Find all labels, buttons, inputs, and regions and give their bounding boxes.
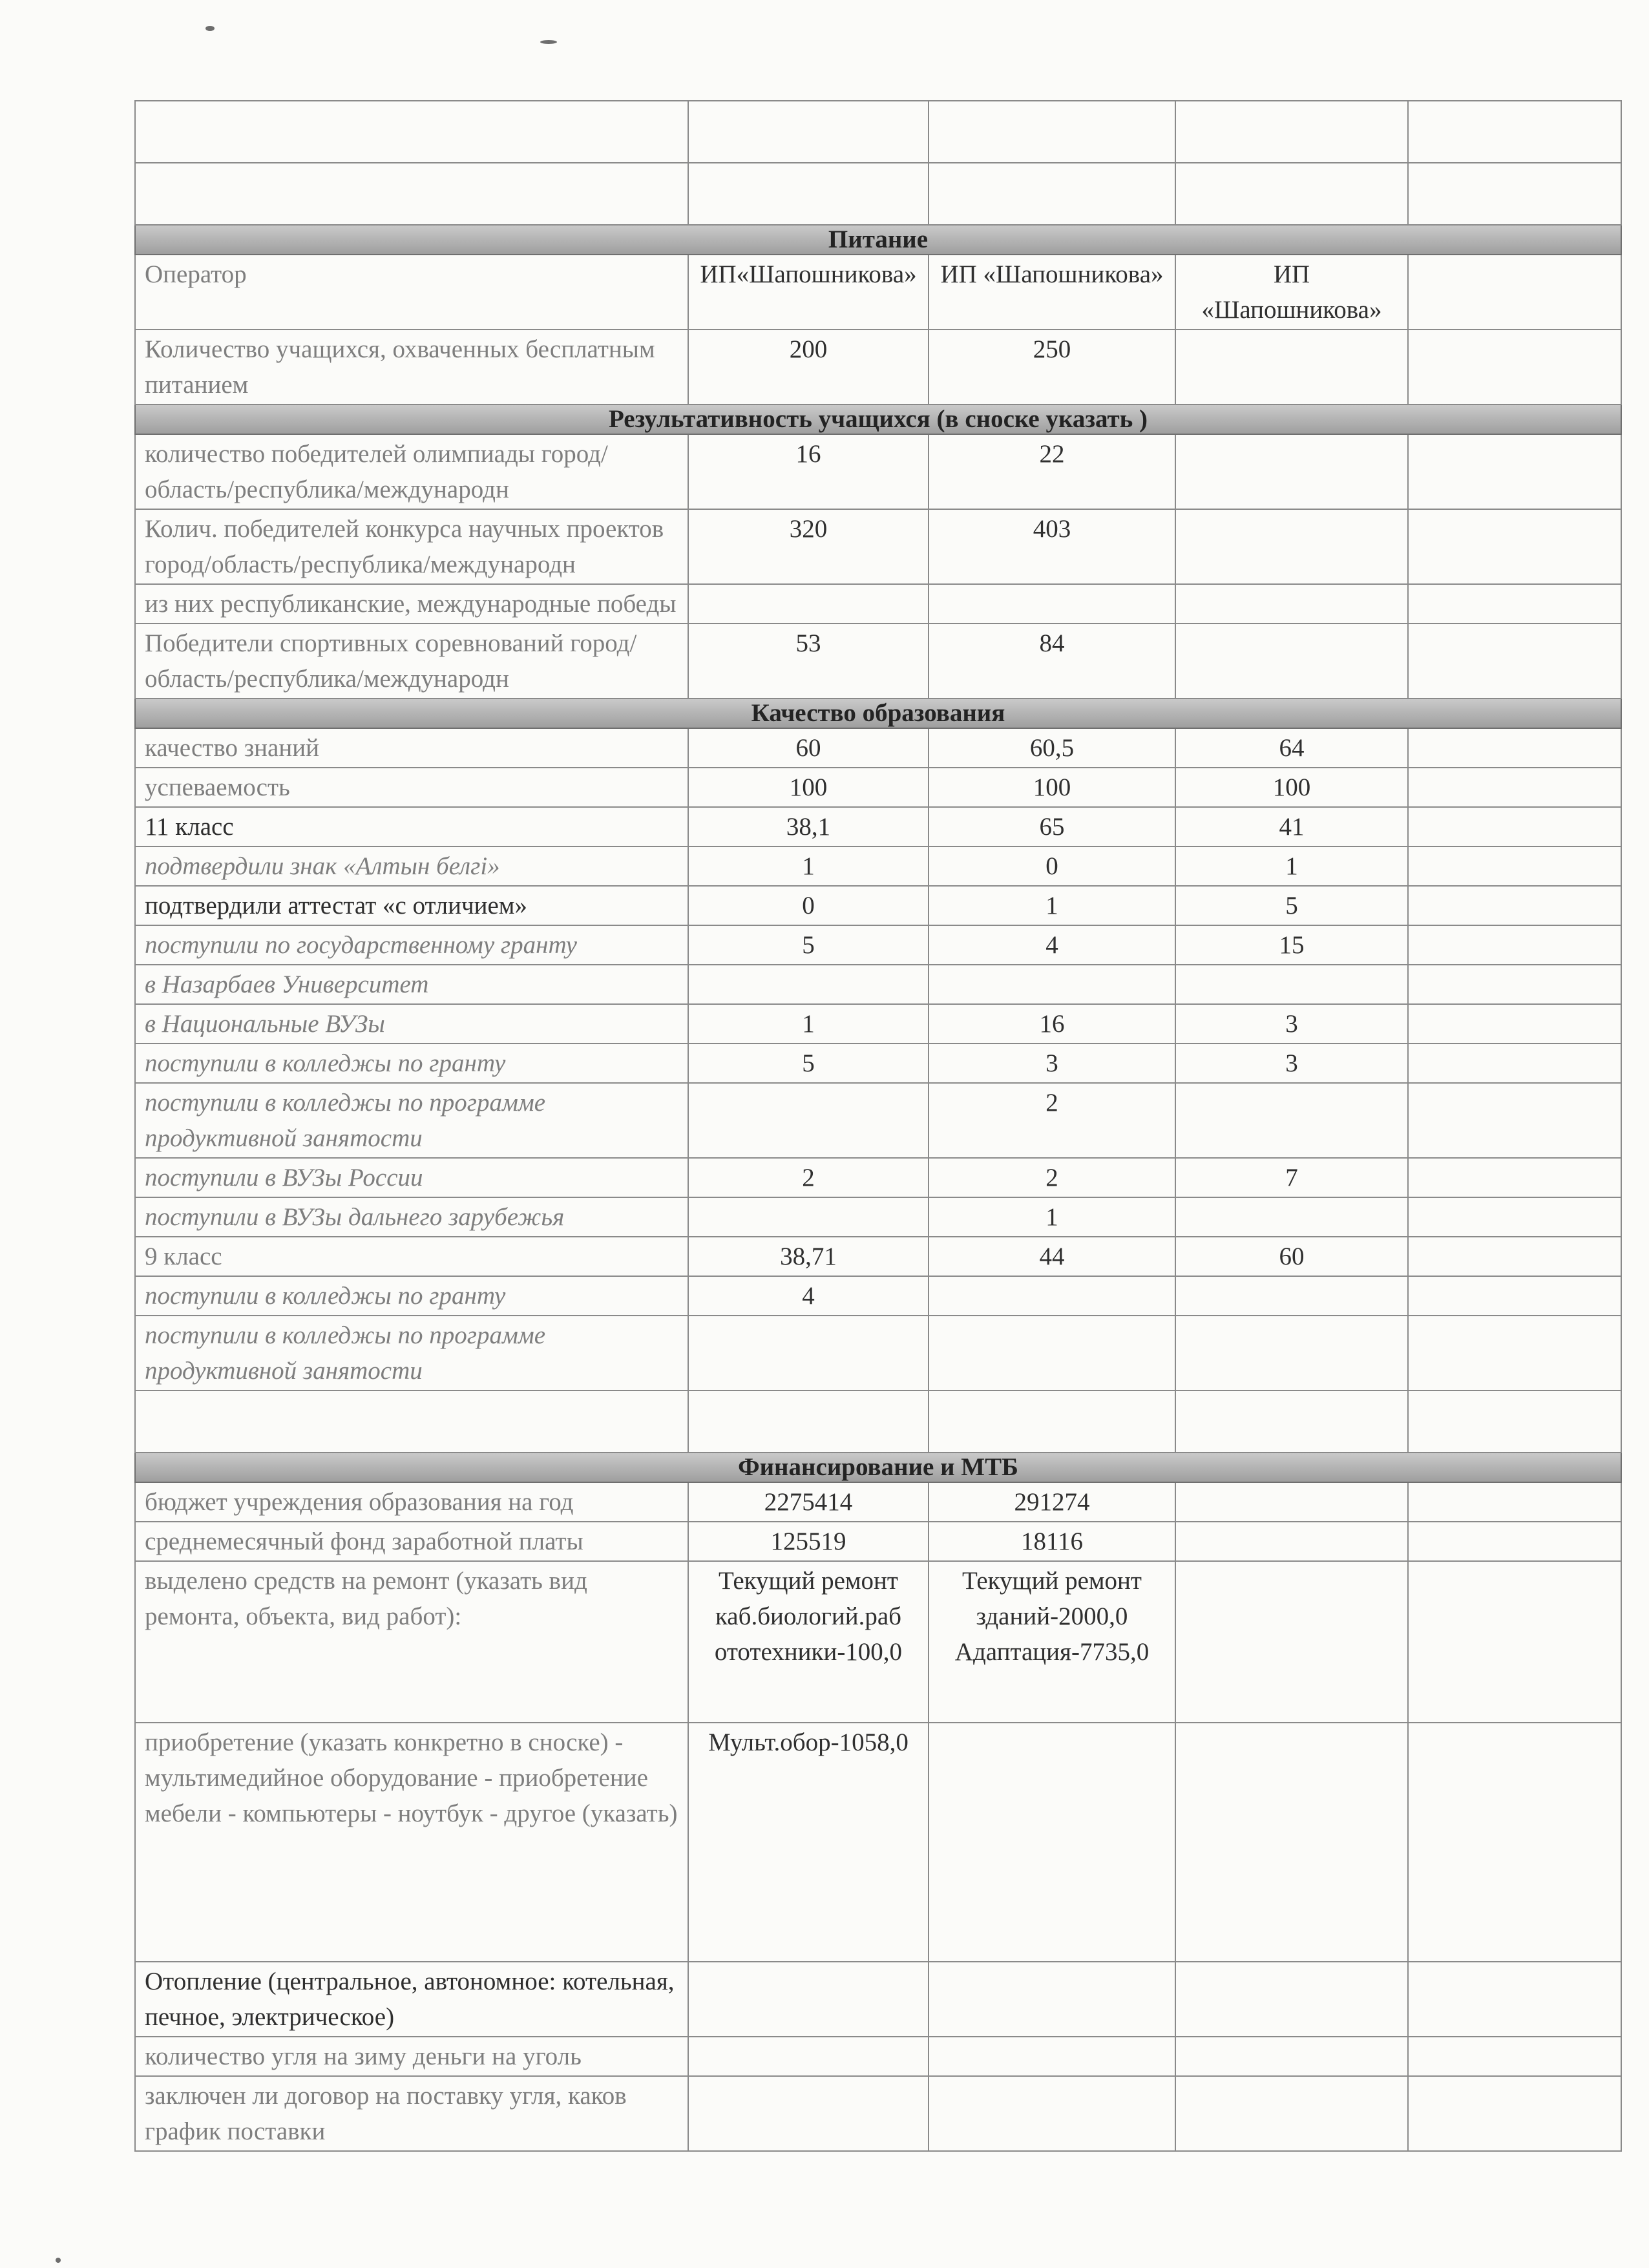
section-title: Питание bbox=[135, 225, 1621, 255]
row-label: поступили в ВУЗы дальнего зарубежья bbox=[135, 1197, 688, 1237]
row-label: бюджет учреждения образования на год bbox=[135, 1482, 688, 1522]
scan-speck bbox=[540, 40, 557, 44]
row-label: 11 класс bbox=[135, 807, 688, 846]
cell-value bbox=[1175, 1083, 1408, 1158]
cell-value: 5 bbox=[1175, 886, 1408, 925]
section-title: Качество образования bbox=[135, 698, 1621, 728]
cell-value bbox=[1175, 1561, 1408, 1723]
cell-value: 18116 bbox=[929, 1522, 1175, 1561]
row-label: подтвердили аттестат «с отличием» bbox=[135, 886, 688, 925]
report-table bbox=[134, 100, 1622, 2152]
table-row bbox=[135, 330, 1621, 404]
table-row bbox=[135, 768, 1621, 807]
table-row bbox=[135, 1723, 1621, 1962]
cell-value: 250 bbox=[929, 330, 1175, 404]
table-row bbox=[135, 1316, 1621, 1391]
cell-value bbox=[1175, 1482, 1408, 1522]
row-label: в Национальные ВУЗы bbox=[135, 1004, 688, 1044]
section-title: Финансирование и МТБ bbox=[135, 1453, 1621, 1482]
row-label: приобретение (указать конкретно в сноске) - мультимедийное оборудование - приобретение мебели - компьютеры - ноутбук - другое (указать) bbox=[135, 1723, 688, 1962]
cell-value: ИП «Шапошникова» bbox=[929, 255, 1175, 330]
cell-value: 1 bbox=[688, 1004, 929, 1044]
table-row bbox=[135, 509, 1621, 584]
cell-value: 15 bbox=[1175, 925, 1408, 965]
cell-value: 60,5 bbox=[929, 728, 1175, 768]
section-title: Результативность учащихся (в сноске указать ) bbox=[135, 404, 1621, 434]
row-label: поступили в колледжы по гранту bbox=[135, 1276, 688, 1316]
row-label: выделено средств на ремонт (указать вид ремонта, объекта, вид работ): bbox=[135, 1561, 688, 1723]
row-label: Колич. победителей конкурса научных проектов город/область/республика/международн bbox=[135, 509, 688, 584]
cell-value: 44 bbox=[929, 1237, 1175, 1276]
cell-value: 1 bbox=[929, 886, 1175, 925]
cell-value bbox=[929, 1276, 1175, 1316]
cell-value: 100 bbox=[688, 768, 929, 807]
cell-value: 100 bbox=[1175, 768, 1408, 807]
cell-value: 7 bbox=[1175, 1158, 1408, 1197]
cell-value bbox=[1175, 1276, 1408, 1316]
section-header-quality bbox=[135, 698, 1621, 728]
cell-value bbox=[929, 1316, 1175, 1391]
table-row bbox=[135, 1083, 1621, 1158]
cell-value: 125519 bbox=[688, 1522, 929, 1561]
cell-value: 84 bbox=[929, 624, 1175, 698]
cell-value: 64 bbox=[1175, 728, 1408, 768]
cell-value bbox=[688, 1083, 929, 1158]
cell-value bbox=[1175, 1522, 1408, 1561]
cell-value bbox=[929, 965, 1175, 1004]
cell-value: 38,1 bbox=[688, 807, 929, 846]
table-row bbox=[135, 1197, 1621, 1237]
table-row bbox=[135, 434, 1621, 509]
table-row bbox=[135, 846, 1621, 886]
blank-row bbox=[135, 101, 1621, 163]
row-label: заключен ли договор на поставку угля, каков график поставки bbox=[135, 2076, 688, 2151]
cell-value: Текущий ремонт каб.биологий.раб ототехники-100,0 bbox=[688, 1561, 929, 1723]
row-label: Количество учащихся, охваченных бесплатным питанием bbox=[135, 330, 688, 404]
cell-value bbox=[1175, 330, 1408, 404]
table-row bbox=[135, 925, 1621, 965]
cell-value bbox=[1175, 624, 1408, 698]
section-header-finance bbox=[135, 1453, 1621, 1482]
cell-value: 5 bbox=[688, 925, 929, 965]
row-label: Победители спортивных соревнований город/область/республика/международн bbox=[135, 624, 688, 698]
cell-value: 2275414 bbox=[688, 1482, 929, 1522]
cell-value: 22 bbox=[929, 434, 1175, 509]
row-label: из них республиканские, международные победы bbox=[135, 584, 688, 624]
table-row bbox=[135, 1004, 1621, 1044]
cell-value: 1 bbox=[929, 1197, 1175, 1237]
cell-value: ИП «Шапошникова» bbox=[1175, 255, 1408, 330]
table-row bbox=[135, 584, 1621, 624]
cell-value: 53 bbox=[688, 624, 929, 698]
section-header-nutrition bbox=[135, 225, 1621, 255]
cell-value: 291274 bbox=[929, 1482, 1175, 1522]
row-label: количество угля на зиму деньги на уголь bbox=[135, 2037, 688, 2076]
cell-value bbox=[929, 1723, 1175, 1962]
cell-value: 4 bbox=[929, 925, 1175, 965]
cell-value: 3 bbox=[929, 1044, 1175, 1083]
row-label: количество победителей олимпиады город/область/республика/международн bbox=[135, 434, 688, 509]
table-row bbox=[135, 965, 1621, 1004]
row-label: Оператор bbox=[135, 255, 688, 330]
table-row bbox=[135, 1962, 1621, 2037]
cell-value bbox=[1175, 434, 1408, 509]
cell-value: Текущий ремонт зданий-2000,0 Адаптация-7735,0 bbox=[929, 1561, 1175, 1723]
cell-value: 1 bbox=[1175, 846, 1408, 886]
table-row bbox=[135, 1237, 1621, 1276]
table-row bbox=[135, 807, 1621, 846]
cell-value: 16 bbox=[688, 434, 929, 509]
cell-value: 2 bbox=[929, 1158, 1175, 1197]
cell-value: 38,71 bbox=[688, 1237, 929, 1276]
cell-value: Мульт.обор-1058,0 bbox=[688, 1723, 929, 1962]
cell-value: 0 bbox=[688, 886, 929, 925]
row-label: Отопление (центральное, автономное: котельная, печное, электрическое) bbox=[135, 1962, 688, 2037]
cell-value: 3 bbox=[1175, 1004, 1408, 1044]
scan-speck bbox=[205, 26, 215, 31]
cell-value bbox=[688, 965, 929, 1004]
row-label: качество знаний bbox=[135, 728, 688, 768]
cell-value: 320 bbox=[688, 509, 929, 584]
table-row bbox=[135, 255, 1621, 330]
cell-value bbox=[688, 1316, 929, 1391]
cell-value: 403 bbox=[929, 509, 1175, 584]
cell-value: 0 bbox=[929, 846, 1175, 886]
cell-value bbox=[1175, 1316, 1408, 1391]
cell-value: 100 bbox=[929, 768, 1175, 807]
table-row bbox=[135, 624, 1621, 698]
table-row bbox=[135, 1044, 1621, 1083]
row-label: успеваемость bbox=[135, 768, 688, 807]
cell-value: 65 bbox=[929, 807, 1175, 846]
cell-value: 200 bbox=[688, 330, 929, 404]
row-label: подтвердили знак «Алтын белгі» bbox=[135, 846, 688, 886]
row-label: среднемесячный фонд заработной платы bbox=[135, 1522, 688, 1561]
table-row bbox=[135, 2037, 1621, 2076]
cell-value: 5 bbox=[688, 1044, 929, 1083]
cell-value: 4 bbox=[688, 1276, 929, 1316]
row-label: поступили в колледжы по программе продуктивной занятости bbox=[135, 1083, 688, 1158]
cell-value bbox=[1175, 1723, 1408, 1962]
row-label: 9 класс bbox=[135, 1237, 688, 1276]
row-label: поступили в ВУЗы России bbox=[135, 1158, 688, 1197]
cell-value: 2 bbox=[688, 1158, 929, 1197]
blank-row bbox=[135, 163, 1621, 225]
row-label: поступили в колледжы по гранту bbox=[135, 1044, 688, 1083]
table-row bbox=[135, 886, 1621, 925]
table-row bbox=[135, 1276, 1621, 1316]
cell-value bbox=[1175, 509, 1408, 584]
cell-value: 2 bbox=[929, 1083, 1175, 1158]
table-row bbox=[135, 728, 1621, 768]
cell-value bbox=[688, 1197, 929, 1237]
cell-value: 60 bbox=[688, 728, 929, 768]
table-row bbox=[135, 1522, 1621, 1561]
cell-value: 60 bbox=[1175, 1237, 1408, 1276]
table-row bbox=[135, 1158, 1621, 1197]
quality-rows bbox=[135, 728, 1621, 1391]
cell-value: 3 bbox=[1175, 1044, 1408, 1083]
cell-value: 16 bbox=[929, 1004, 1175, 1044]
cell-value bbox=[1175, 1197, 1408, 1237]
section-header-performance bbox=[135, 404, 1621, 434]
blank-row bbox=[135, 1391, 1621, 1453]
cell-value: ИП«Шапошникова» bbox=[688, 255, 929, 330]
cell-value bbox=[1175, 965, 1408, 1004]
table-row bbox=[135, 1482, 1621, 1522]
scan-speck bbox=[56, 2258, 61, 2263]
table-row bbox=[135, 1561, 1621, 1723]
table-row bbox=[135, 2076, 1621, 2151]
cell-value: 41 bbox=[1175, 807, 1408, 846]
row-label: поступили в колледжы по программе продуктивной занятости bbox=[135, 1316, 688, 1391]
row-label: поступили по государственному гранту bbox=[135, 925, 688, 965]
row-label: в Назарбаев Университет bbox=[135, 965, 688, 1004]
cell-value: 1 bbox=[688, 846, 929, 886]
